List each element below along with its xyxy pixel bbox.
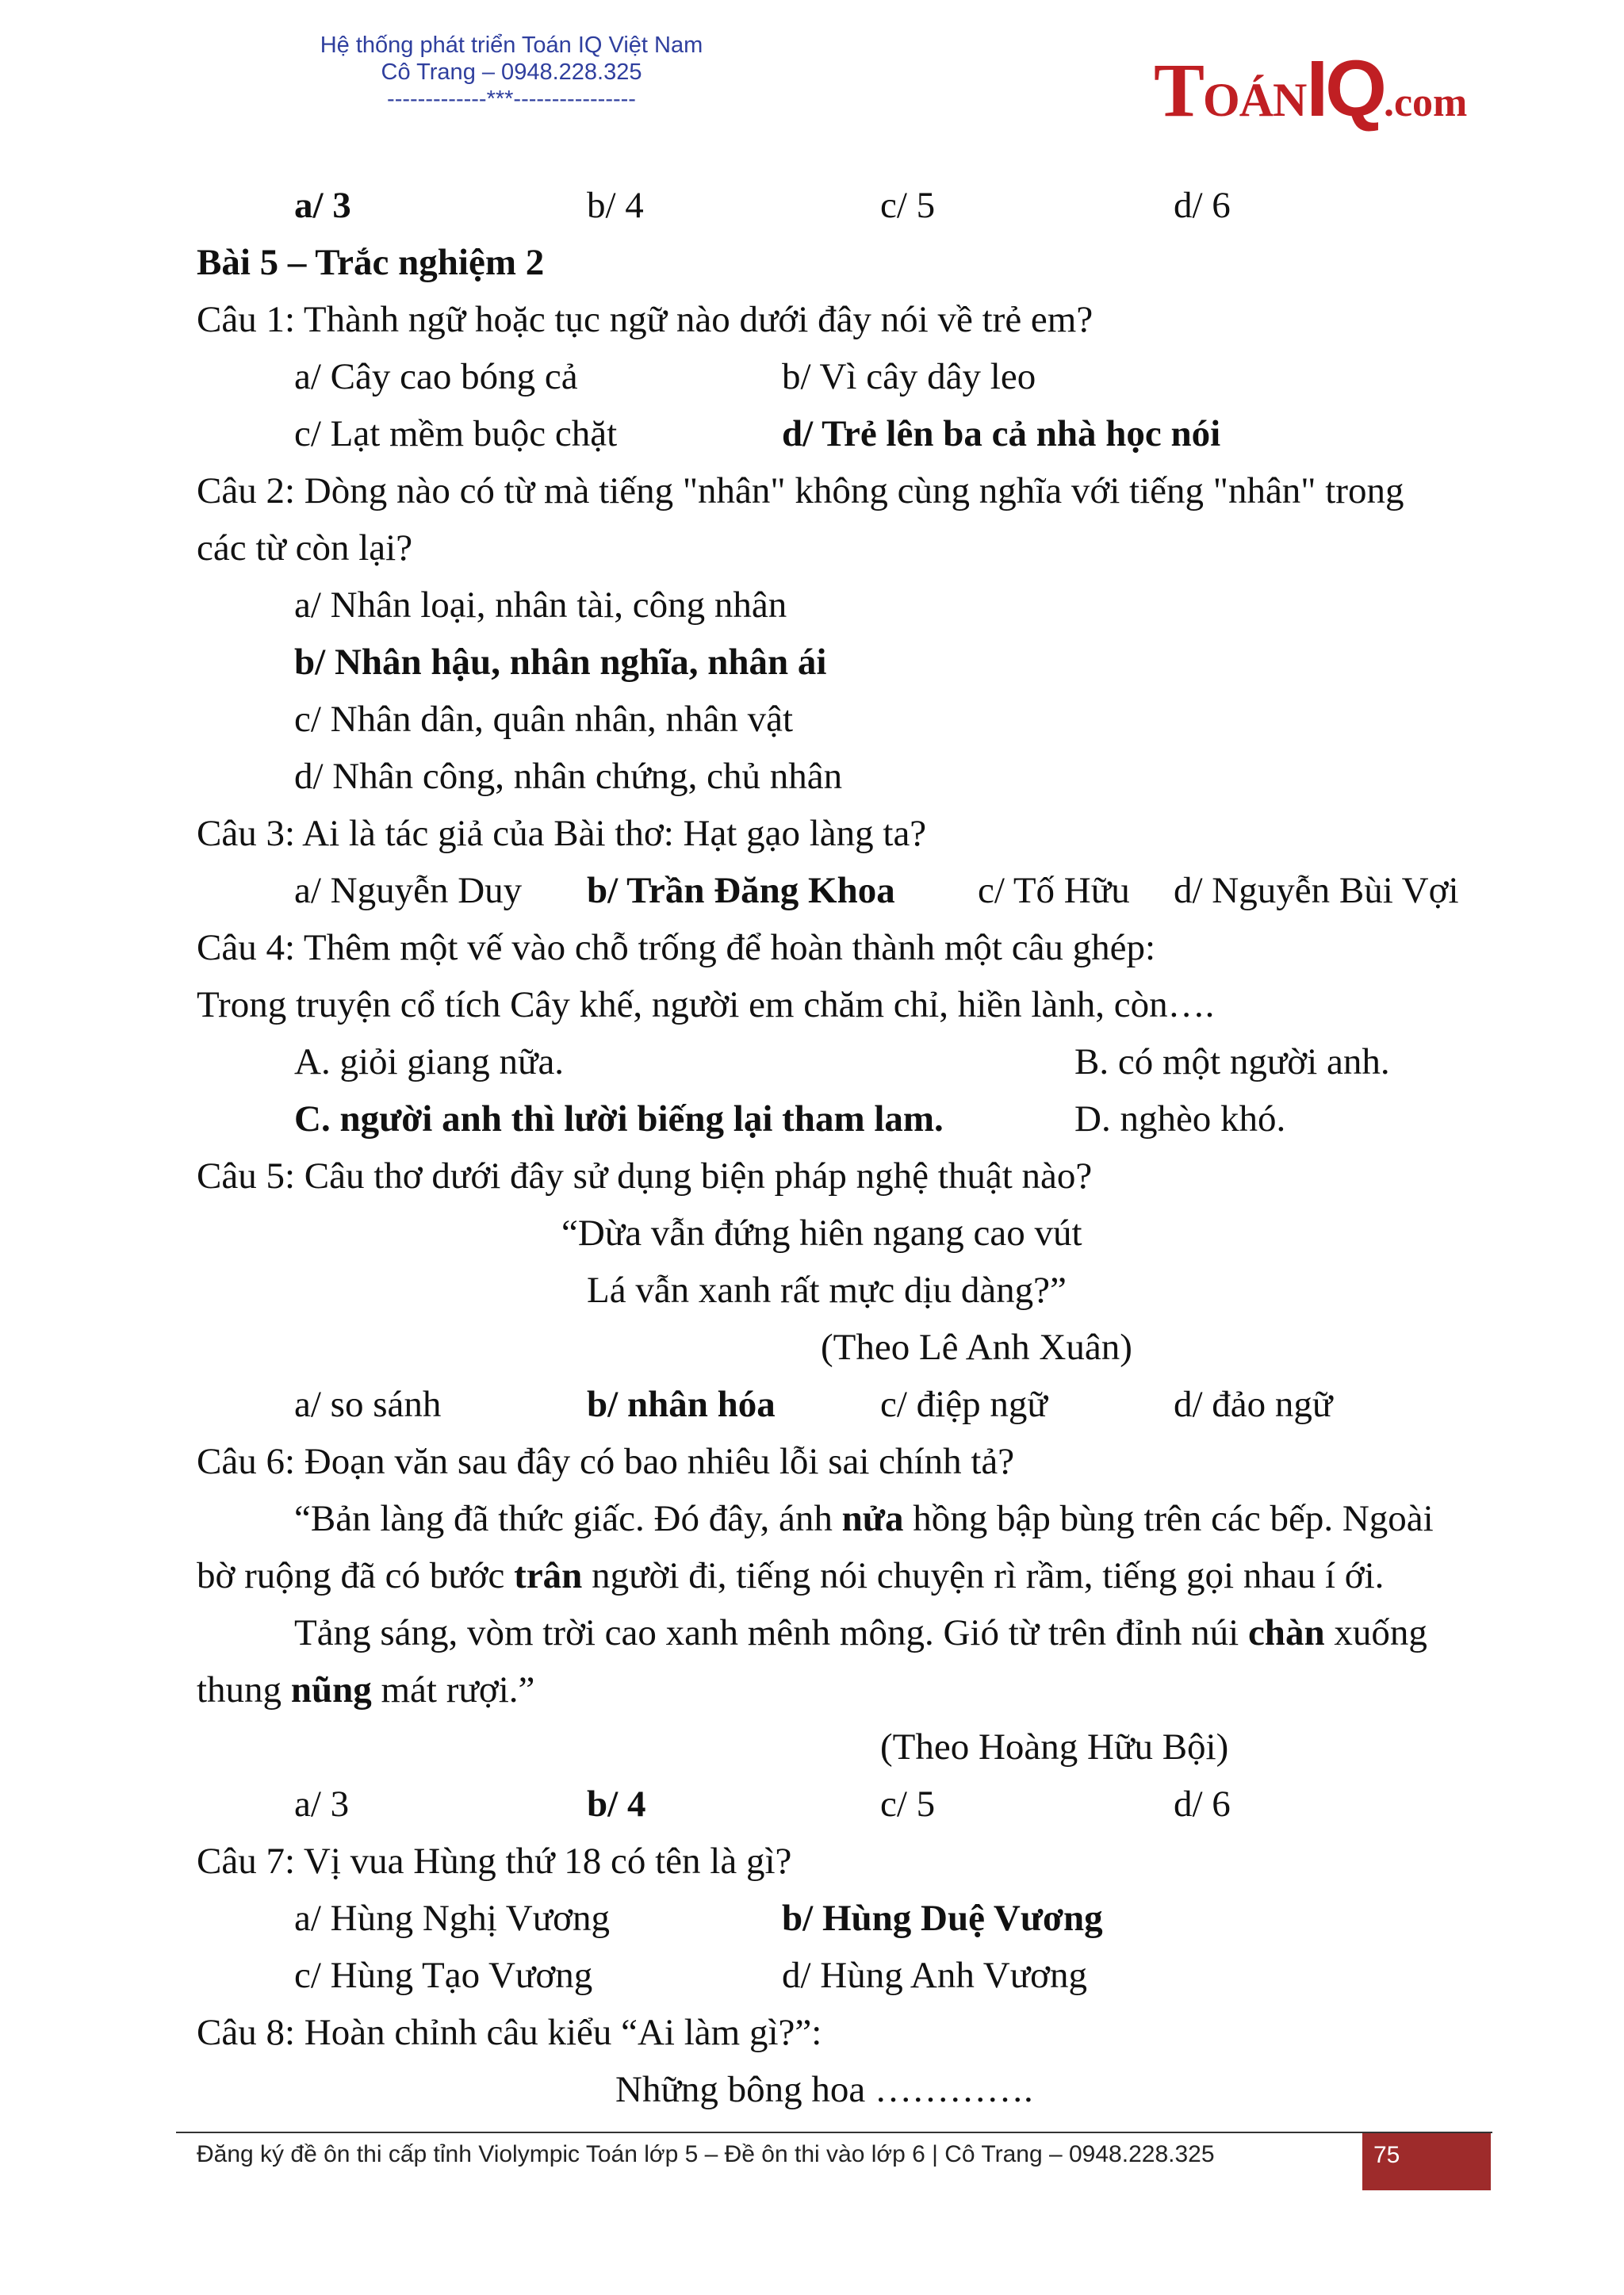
page-number: 75	[1362, 2133, 1491, 2190]
q6-paragraph2-line2: thung nũng mát rượi.”	[197, 1669, 535, 1711]
q2-option-b: b/ Nhân hậu, nhân nghĩa, nhân ái	[294, 642, 827, 683]
q6-paragraph1-line1: “Bản làng đã thức giấc. Đó đây, ánh nửa hồng bập bùng trên các bếp. Ngoài	[294, 1498, 1434, 1539]
q5-poem-line2: Lá vẫn xanh rất mực dịu dàng?”	[587, 1270, 1067, 1311]
q6-paragraph1-line2: bờ ruộng đã có bước trân người đi, tiếng nói chuyện rì rầm, tiếng gọi nhau í ới.	[197, 1555, 1385, 1596]
q6-options-row	[197, 1776, 1481, 1832]
prev-answer-d: d/ 6	[1174, 185, 1231, 226]
q1-option-b: b/ Vì cây dây leo	[782, 356, 1036, 397]
q7-option-d: d/ Hùng Anh Vương	[782, 1955, 1088, 1996]
q2-question-line2: các từ còn lại?	[197, 527, 413, 569]
q7-options-row1	[197, 1891, 1481, 1946]
q5-source: (Theo Lê Anh Xuân)	[821, 1327, 1132, 1368]
q5-option-b: b/ nhân hóa	[587, 1384, 776, 1425]
q1-option-c: c/ Lạt mềm buộc chặt	[294, 413, 618, 454]
footer-text: Đăng ký đề ôn thi cấp tỉnh Violympic Toán lớp 5 – Đề ôn thi vào lớp 6 | Cô Trang – 0948.228.325	[197, 2141, 1215, 2167]
q1-options-row1	[197, 349, 1481, 404]
q7-option-b: b/ Hùng Duệ Vương	[782, 1898, 1103, 1939]
q6-error-word-2: trân	[514, 1555, 583, 1596]
header-divider: -------------***----------------	[387, 86, 636, 112]
q1-question: Câu 1: Thành ngữ hoặc tục ngữ nào dưới đây nói về trẻ em?	[197, 299, 1094, 340]
q5-question: Câu 5: Câu thơ dưới đây sử dụng biện pháp nghệ thuật nào?	[197, 1155, 1093, 1197]
q6-paragraph2-line1: Tảng sáng, vòm trời cao xanh mênh mông. Gió từ trên đỉnh núi chàn xuống	[294, 1612, 1427, 1653]
q6-source: (Theo Hoàng Hữu Bội)	[880, 1726, 1229, 1768]
q3-option-a: a/ Nguyễn Duy	[294, 870, 523, 911]
section-title: Bài 5 – Trắc nghiệm 2	[197, 242, 545, 283]
q4-options-row1	[197, 1034, 1481, 1090]
q6-error-word-4: nũng	[290, 1669, 372, 1711]
q5-option-d: d/ đảo ngữ	[1174, 1384, 1333, 1425]
q1-options-row2	[197, 406, 1481, 462]
q3-option-b: b/ Trần Đăng Khoa	[587, 870, 895, 911]
header-center	[238, 32, 785, 113]
q2-option-a: a/ Nhân loại, nhân tài, công nhân	[294, 584, 787, 626]
q6-error-word-1: nửa	[841, 1498, 904, 1539]
q1-option-a: a/ Cây cao bóng cả	[294, 356, 578, 397]
header-contact: Cô Trang – 0948.228.325	[381, 59, 642, 85]
q3-option-c: c/ Tố Hữu	[978, 870, 1130, 911]
prev-answer-a: a/ 3	[294, 185, 351, 226]
q2-question-line1: Câu 2: Dòng nào có từ mà tiếng "nhân" không cùng nghĩa với tiếng "nhân" trong	[197, 470, 1404, 511]
prev-answer-c: c/ 5	[880, 185, 936, 226]
q3-question: Câu 3: Ai là tác giả của Bài thơ: Hạt gạo làng ta?	[197, 813, 927, 854]
q5-poem-line1: “Dừa vẫn đứng hiên ngang cao vút	[561, 1213, 1082, 1254]
q7-options-row2	[197, 1948, 1481, 2003]
q4-option-b: B. có một người anh.	[1074, 1041, 1390, 1082]
header-title: Hệ thống phát triển Toán IQ Việt Nam	[320, 33, 703, 58]
prev-answer-b: b/ 4	[587, 185, 644, 226]
q4-options-row2	[197, 1091, 1481, 1147]
q6-option-a: a/ 3	[294, 1784, 350, 1825]
q8-prompt: Những bông hoa ………….	[615, 2069, 1033, 2110]
q2-option-c: c/ Nhân dân, quân nhân, nhân vật	[294, 699, 794, 740]
q3-option-d: d/ Nguyễn Bùi Vợi	[1174, 870, 1459, 911]
q4-question: Câu 4: Thêm một vế vào chỗ trống để hoàn thành một câu ghép:	[197, 927, 1156, 968]
q1-option-d: d/ Trẻ lên ba cả nhà học nói	[782, 413, 1221, 454]
q4-option-c: C. người anh thì lười biếng lại tham lam.	[294, 1098, 944, 1140]
q6-option-c: c/ 5	[880, 1784, 936, 1825]
q5-option-a: a/ so sánh	[294, 1384, 442, 1425]
q5-option-c: c/ điệp ngữ	[880, 1384, 1048, 1425]
q8-question: Câu 8: Hoàn chỉnh câu kiểu “Ai làm gì?”:	[197, 2012, 822, 2053]
q4-option-a: A. giỏi giang nữa.	[294, 1041, 565, 1082]
q3-options-row	[197, 863, 1481, 918]
q6-option-b: b/ 4	[587, 1784, 646, 1825]
q4-option-d: D. nghèo khó.	[1074, 1098, 1286, 1140]
footer-divider	[176, 2132, 1492, 2133]
q6-option-d: d/ 6	[1174, 1784, 1231, 1825]
q6-question: Câu 6: Đoạn văn sau đây có bao nhiêu lỗi sai chính tả?	[197, 1441, 1015, 1482]
q4-prompt: Trong truyện cổ tích Cây khế, người em chăm chỉ, hiền lành, còn….	[197, 984, 1215, 1025]
q7-option-c: c/ Hùng Tạo Vương	[294, 1955, 593, 1996]
q7-question: Câu 7: Vị vua Hùng thứ 18 có tên là gì?	[197, 1841, 792, 1882]
q5-options-row	[197, 1377, 1481, 1432]
q6-error-word-3: chàn	[1247, 1612, 1325, 1653]
toaniq-logo: TOÁNIQ.com	[1154, 44, 1468, 133]
q2-option-d: d/ Nhân công, nhân chứng, chủ nhân	[294, 756, 843, 797]
q7-option-a: a/ Hùng Nghị Vương	[294, 1898, 611, 1939]
